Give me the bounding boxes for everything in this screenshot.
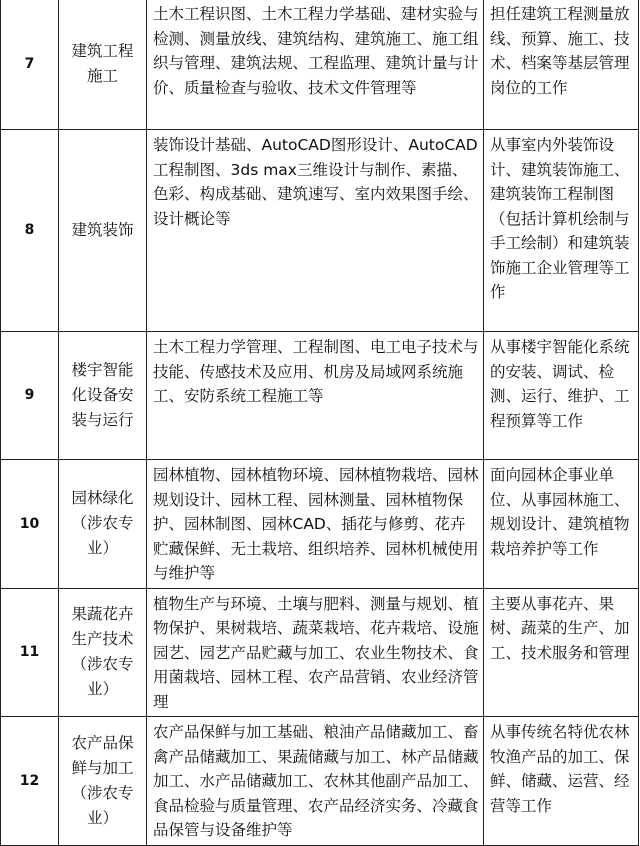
- employment-direction: 从事室内外装饰设计、建筑装饰施工、建筑装饰工程制图（包括计算机绘制与手工绘制）和建筑装饰施工企业管理等工作: [484, 130, 639, 332]
- major-name: 楼宇智能化设备安装与运行: [59, 332, 147, 460]
- major-name: 果蔬花卉生产技术（涉农专业）: [59, 588, 147, 717]
- employment-direction: 从事传统名特优农林牧渔产品的加工、保鲜、储藏、运营、经营等工作: [484, 717, 639, 846]
- core-courses: 装饰设计基础、AutoCAD图形设计、AutoCAD工程制图、3ds max三维设计与制作、素描、色彩、构成基础、建筑速写、室内效果图手绘、设计概论等: [147, 130, 484, 332]
- core-courses: 土木工程力学管理、工程制图、电工电子技术与技能、传感技术及应用、机房及局域网系统施工、安防系统工程施工等: [147, 332, 484, 460]
- table-row: [1, 717, 639, 846]
- row-number: 8: [1, 130, 59, 332]
- major-name: 园林绿化（涉农专业）: [59, 460, 147, 589]
- row-number: 9: [1, 332, 59, 460]
- core-courses: 土木工程识图、土木工程力学基础、建材实验与检测、测量放线、建筑结构、建筑施工、施工组织与管理、建筑法规、工程监理、建筑计量与计价、质量检查与验收、技术文件管理等: [147, 0, 484, 130]
- employment-direction: 担任建筑工程测量放线、预算、施工、技术、档案等基层管理岗位的工作: [484, 0, 639, 130]
- table-row: [1, 130, 639, 332]
- row-number: 7: [1, 0, 59, 130]
- employment-direction: 从事楼宇智能化系统的安装、调试、检测、运行、维护、工程预算等工作: [484, 332, 639, 460]
- row-number: 12: [1, 717, 59, 846]
- table-row: [1, 460, 639, 589]
- table-row: [1, 0, 639, 130]
- core-courses: 园林植物、园林植物环境、园林植物栽培、园林规划设计、园林工程、园林测量、园林植物保护、园林制图、园林CAD、插花与修剪、花卉贮藏保鲜、无土栽培、组织培养、园林机械使用与维护等: [147, 460, 484, 589]
- table-row: [1, 332, 639, 460]
- row-number: 10: [1, 460, 59, 589]
- major-name: 建筑装饰: [59, 130, 147, 332]
- major-name: 农产品保鲜与加工（涉农专业）: [59, 717, 147, 846]
- table-row: [1, 588, 639, 717]
- employment-direction: 主要从事花卉、果树、蔬菜的生产、加工、技术服务和管理: [484, 588, 639, 717]
- core-courses: 农产品保鲜与加工基础、粮油产品储藏加工、畜禽产品储藏加工、果蔬储藏与加工、林产品储藏加工、水产品储藏加工、农林其他副产品加工、食品检验与质量管理、农产品经济实务、冷藏食品保管与设备维护等: [147, 717, 484, 846]
- core-courses: 植物生产与环境、土壤与肥料、测量与规划、植物保护、果树栽培、蔬菜栽培、花卉栽培、设施园艺、园艺产品贮藏与加工、农业生物技术、食用菌栽培、园林工程、农产品营销、农业经济管理: [147, 588, 484, 717]
- row-number: 11: [1, 588, 59, 717]
- major-name: 建筑工程施工: [59, 0, 147, 130]
- employment-direction: 面向园林企事业单位、从事园林施工、规划设计、建筑植物栽培养护等工作: [484, 460, 639, 589]
